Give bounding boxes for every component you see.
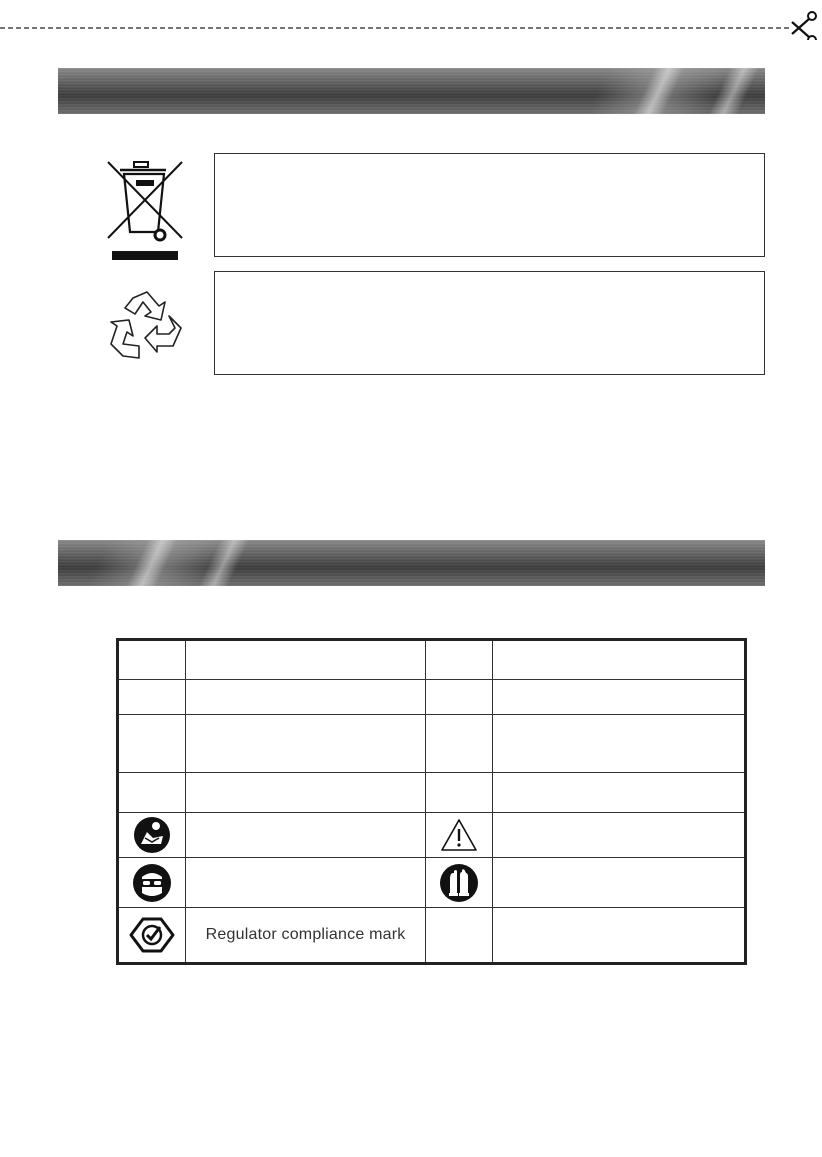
disposal-notice-box [214,153,765,257]
symbol-cell [118,680,186,715]
description-cell [185,908,425,964]
read-manual-icon [133,816,171,854]
description-cell [493,858,746,908]
symbol-cell [118,715,186,773]
rcm-description: Regulator compliance mark [205,926,406,943]
recycling-notice-box [214,271,765,375]
symbols-section-banner [58,540,765,586]
crossed-out-wheelie-bin-icon [104,158,186,269]
description-cell [185,640,425,680]
cut-line [0,0,822,40]
description-cell [493,773,746,813]
symbol-cell [426,715,493,773]
recycling-arrows-icon [103,288,185,373]
table-row [118,773,746,813]
description-cell [185,680,425,715]
table-row [118,908,746,964]
symbol-cell [426,858,493,908]
warning-triangle-icon [440,818,478,852]
symbol-cell [118,908,186,964]
table-row [118,680,746,715]
description-cell [185,715,425,773]
table-row [118,858,746,908]
symbol-cell [426,813,493,858]
description-cell [185,773,425,813]
regulatory-compliance-mark-icon [129,915,175,955]
description-cell [185,858,425,908]
scissors-icon [792,12,816,40]
symbol-cell [426,640,493,680]
disposal-section-banner [58,68,765,114]
description-cell [493,680,746,715]
description-cell [493,640,746,680]
table-row [118,715,746,773]
symbol-cell [426,773,493,813]
description-cell [493,715,746,773]
description-cell [493,908,746,964]
wear-gloves-icon [439,863,479,903]
symbol-cell [118,773,186,813]
table-row [118,813,746,858]
symbols-table [116,638,747,965]
symbol-cell [118,813,186,858]
symbol-cell [426,908,493,964]
table-row [118,640,746,680]
description-cell [493,813,746,858]
symbol-cell [426,680,493,715]
description-cell [185,813,425,858]
eye-protection-icon [132,863,172,903]
symbol-cell [118,858,186,908]
symbol-cell [118,640,186,680]
